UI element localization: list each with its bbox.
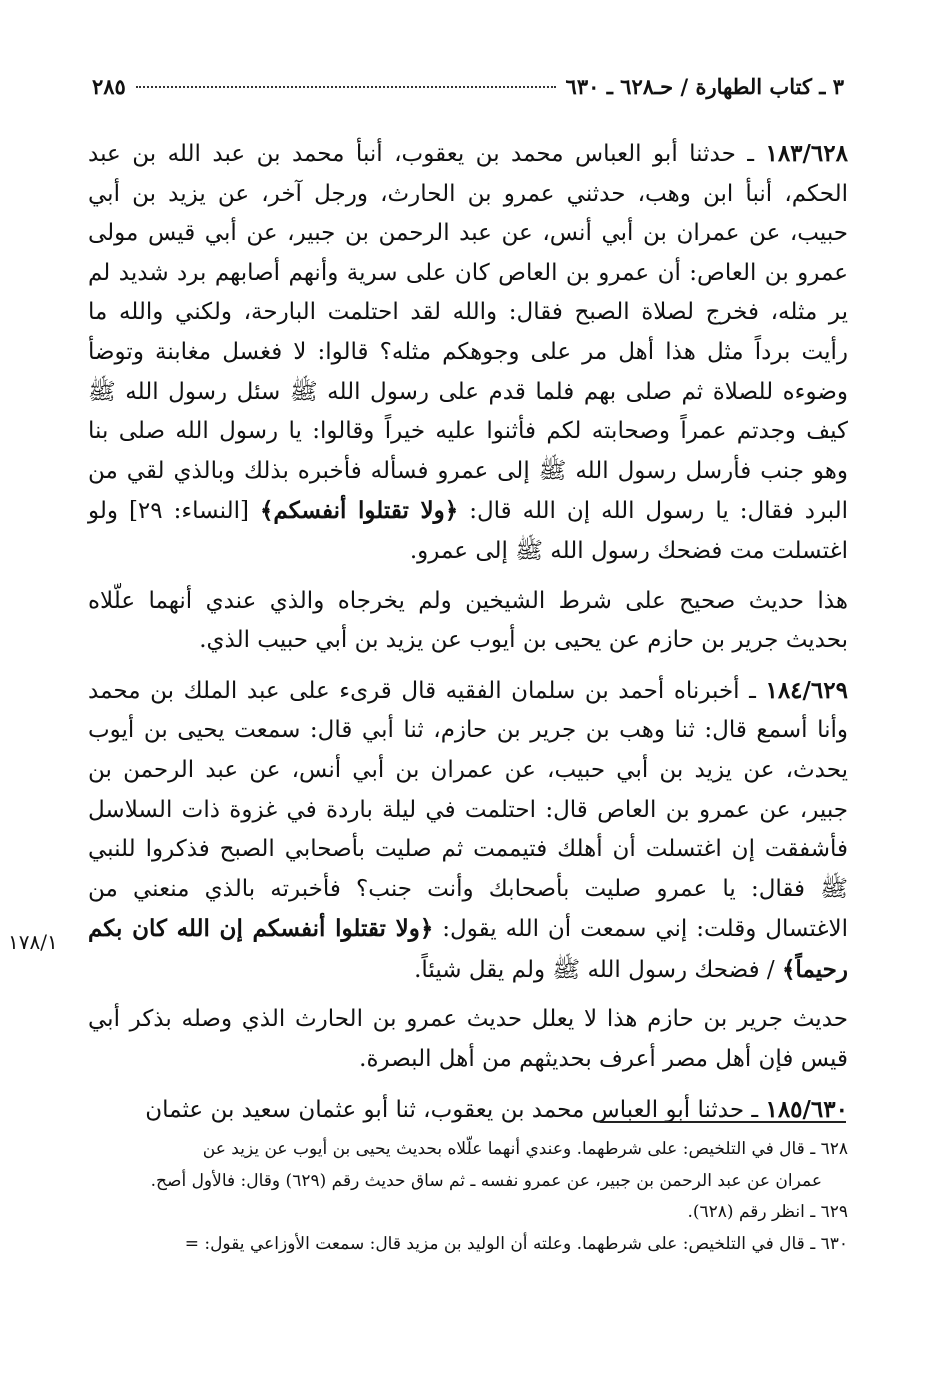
footnote-628-continued	[88, 1166, 848, 1198]
quran-quote: ﴿ولا تقتلوا أنفسكم﴾	[259, 497, 459, 525]
footnote-630	[88, 1229, 848, 1261]
footnote-separator	[600, 1121, 846, 1123]
margin-manuscript-ref: ١٧٨/١	[8, 930, 58, 954]
running-header	[92, 74, 844, 108]
hadith-text: ـ حدثنا أبو العباس محمد بن يعقوب، ثنا أبو عثمان سعيد بن عثمان	[145, 1096, 766, 1123]
footnote-629	[88, 1197, 848, 1229]
commentary-628	[88, 582, 848, 661]
footnotes	[88, 1134, 848, 1260]
commentary-text: حديث جرير بن حازم هذا لا يعلل حديث عمرو بن الحارث الذي وصله بذكر أبي قيس فإن أهل مصر أعرف بحديثهم من أهل البصرة.	[88, 1006, 848, 1073]
page-number: ٢٨٥	[92, 74, 126, 99]
main-text	[88, 134, 848, 1130]
hadith-628	[88, 134, 848, 572]
hadith-text: ـ أخبرناه أحمد بن سلمان الفقيه قال قرىء على عبد الملك بن محمد وأنا أسمع قال: ثنا وهب بن جرير بن حازم، ثنا أبي قال: سمعت يحيى بن أيوب يحدث، عن يزيد بن أبي حبيب، عن عمران بن أبي أنس، عن عبد الرحمن بن جبير، عن عمرو بن العاص قال: احتلمت في ليلة باردة في غزوة ذات السلاسل فأشفقت إن اغتسلت أن أهلك فتيممت ثم صليت بأصحابي الصبح فذكروا للنبي ﷺ فقال: يا عمرو صليت بأصحابك وأنت جنب؟ فأخبرته بالذي منعني من الاغتسال وقلت: إني سمعت أن الله يقول:	[88, 677, 848, 943]
hadith-number: ١٨٥/٦٣٠	[765, 1095, 848, 1123]
header-dot-leader	[136, 86, 556, 88]
footnote-text: ٦٢٩ ـ انظر رقم (٦٢٨).	[687, 1202, 848, 1222]
hadith-text-tail: / فضحك رسول الله ﷺ ولم يقل شيئاً.	[414, 956, 782, 983]
footnote-628	[88, 1134, 848, 1166]
footnote-text: ٦٢٨ ـ قال في التلخيص: على شرطهما. وعندي أنهما علّلاه بحديث يحيى بن أيوب عن يزيد عن	[202, 1139, 848, 1159]
commentary-text: هذا حديث صحيح على شرط الشيخين ولم يخرجاه والذي عندي أنهما علّلاه بحديث جرير بن حازم عن يحيى بن أيوب عن يزيد بن أبي حبيب الذي.	[88, 587, 848, 654]
hadith-text-tail: [النساء: ٢٩] ولو اغتسلت مت فضحك رسول الله ﷺ إلى عمرو.	[88, 498, 848, 564]
hadith-number: ١٨٣/٦٢٨	[765, 140, 848, 167]
hadith-629	[88, 671, 848, 991]
quran-quote: ﴿ولا تقتلوا أنفسكم إن الله كان بكم رحيماً﴾	[88, 915, 848, 983]
hadith-630	[88, 1090, 848, 1131]
footnote-text: عمران عن عبد الرحمن بن جبير، عن عمرو نفسه ـ ثم ساق حديث رقم (٦٢٩) وقال: فالأول أصح.	[150, 1170, 822, 1191]
footnote-text: ٦٣٠ ـ قال في التلخيص: على شرطهما. وعلته أن الوليد بن مزيد قال: سمعت الأوزاعي يقول: =	[184, 1233, 848, 1254]
hadith-number: ١٨٤/٦٢٩	[765, 676, 848, 704]
hadith-text: ـ حدثنا أبو العباس محمد بن يعقوب، أنبأ محمد بن عبد الله بن عبد الحكم، أنبأ ابن وهب، حدثني عمرو بن الحارث، ورجل آخر، عن يزيد بن أبي حبيب، عن عمران بن أبي أنس، عن عبد الرحمن بن جبير، عن أبي قيس مولى عمرو بن العاص: أن عمرو بن العاص كان على سرية وأنهم أصابهم برد شديد لم ير مثله، فخرج لصلاة الصبح فقال: والله لقد احتلمت البارحة، ولكني والله ما رأيت برداً مثل هذا أهل مر على وجوهكم مثله؟ قالوا: لا فغسل مغابنة وتوضأ وضوءه للصلاة ثم صلى بهم فلما قدم على رسول الله ﷺ سئل رسول الله ﷺ كيف وجدتم عمراً وصحابته لكم فأثنوا عليه خيراً وقالوا: يا رسول الله صلى بنا وهو جنب فأرسل رسول الله ﷺ إلى عمرو فسأله فأخبره بذلك وبالذي لقي من البرد فقال: يا رسول الله إن الله قال:	[88, 141, 849, 525]
header-title: ٣ ـ كتاب الطهارة / حـ٦٢٨ ـ ٦٣٠	[565, 74, 844, 99]
commentary-629	[88, 1000, 848, 1079]
